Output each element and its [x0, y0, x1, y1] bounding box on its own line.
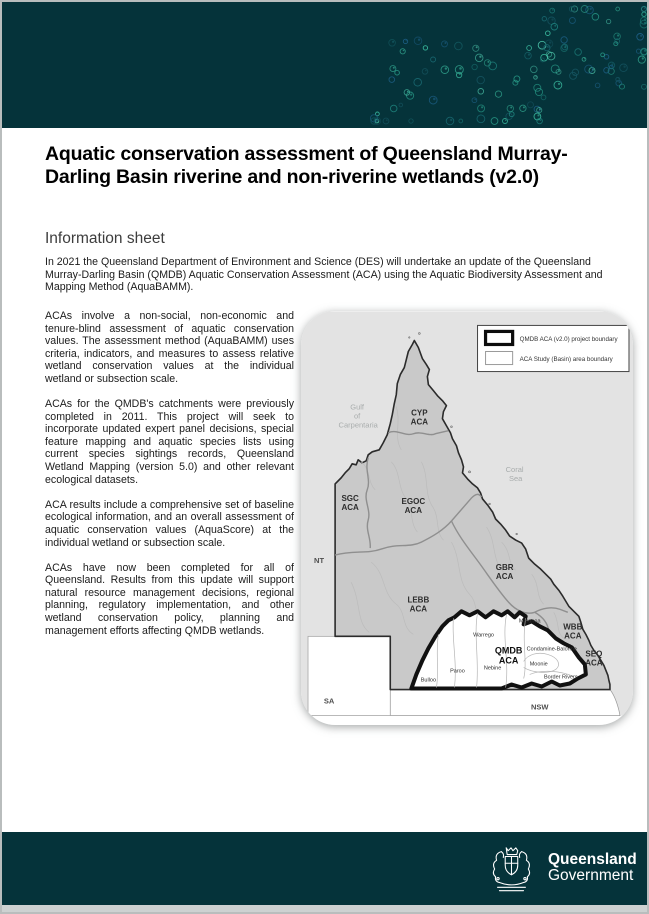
bottom-edge-strip: [2, 905, 647, 912]
catchment-label-condamine: Condamine-Balonne: [526, 646, 577, 653]
region-label-egoc: EGOC ACA: [401, 496, 426, 515]
queensland-coat-of-arms-icon: [481, 843, 541, 895]
catchment-label-warrego: Warrego: [473, 632, 494, 639]
catchment-label-maranoa: Maranoa: [518, 618, 541, 625]
region-label-gbr: GBR ACA: [495, 563, 514, 582]
paragraph: ACA results include a comprehensive set of baseline ecological information, and an overall assessment of aquatic conservation values (AquaScore) at the individual wetland or subsection scale.: [45, 498, 294, 549]
state-label-nt: NT: [314, 556, 325, 566]
body-column: [45, 310, 294, 650]
paragraph: ACAs involve a non-social, non-economic and tenure-blind assessment of aquatic conservation values. The assessment method (AquaBAMM) uses criteria, indicators, and measures to assess relative wetland conservation values at the individual wetland or subsection scale.: [45, 310, 294, 385]
state-label-sa: SA: [323, 696, 335, 706]
legend-label-study-area: ACA Study (Basin) area boundary: [519, 356, 613, 364]
org-name-line2: Government: [548, 867, 634, 884]
map-legend: [478, 325, 629, 371]
catchment-label-paroo: Paroo: [450, 668, 465, 675]
intro-paragraph: In 2021 the Queensland Department of Environment and Science (DES) will undertake an update of the Queensland Murray-Darling Basin (QMDB) Aquatic Conservation Assessment (ACA) using the Aquatic Biodiversity Assessment and Mapping Method (AquaBAMM).: [45, 256, 603, 294]
section-heading: Information sheet: [45, 230, 165, 247]
region-label-cyp: CYP ACA: [410, 408, 429, 427]
paragraph: ACAs for the QMDB's catchments were previously completed in 2011. This project will seek to incorporate updated expert panel decisions, special feature mapping and aquatic species lists using current species sightings records, Queensland Wetland Mapping (version 5.0) and other relevant ecological datasets.: [45, 398, 294, 486]
catchment-label-moonie: Moonie: [529, 661, 548, 668]
org-name-line1: Queensland: [548, 851, 637, 868]
region-label-qmdb: QMDB ACA: [494, 645, 523, 666]
region-label-wbb: WBB ACA: [563, 622, 583, 641]
state-label-nsw: NSW: [530, 702, 549, 712]
header-band: [2, 2, 647, 128]
queensland-aca-map: [301, 311, 633, 725]
catchment-label-border: Border Rivers: [543, 674, 578, 681]
water-label-coral: Coral Sea: [505, 464, 524, 483]
nsw-area: [390, 690, 620, 716]
bubbles-decoration-icon: [2, 2, 647, 128]
region-label-seq: SEQ ACA: [585, 649, 603, 668]
region-label-lebb: LEBB ACA: [407, 595, 430, 614]
legend-label-project-boundary: QMDB ACA (v2.0) project boundary: [519, 335, 618, 343]
water-label-gulf: Gulf of Carpentaria: [338, 402, 378, 430]
map-figure: [301, 311, 633, 725]
region-label-sgc: SGC ACA: [341, 493, 359, 512]
catchment-label-nebine: Nebine: [483, 665, 502, 672]
sa-area: [308, 636, 390, 715]
legend-swatch-project-boundary: [486, 331, 513, 344]
paragraph: ACAs have now been completed for all of Queensland. Results from this update will support natural resource management decisions, regional planning, regulatory implementation, and other wetland conservation policy, planning and management efforts affecting QMDB wetlands.: [45, 561, 294, 637]
footer-band: [2, 832, 647, 905]
catchment-label-bulloo: Bulloo: [420, 677, 437, 684]
document-title: Aquatic conservation assessment of Queensland Murray-Darling Basin riverine and non-riverine wetlands (v2.0): [45, 143, 568, 188]
org-wordmark: [548, 852, 637, 884]
legend-swatch-study-area: [486, 351, 513, 364]
